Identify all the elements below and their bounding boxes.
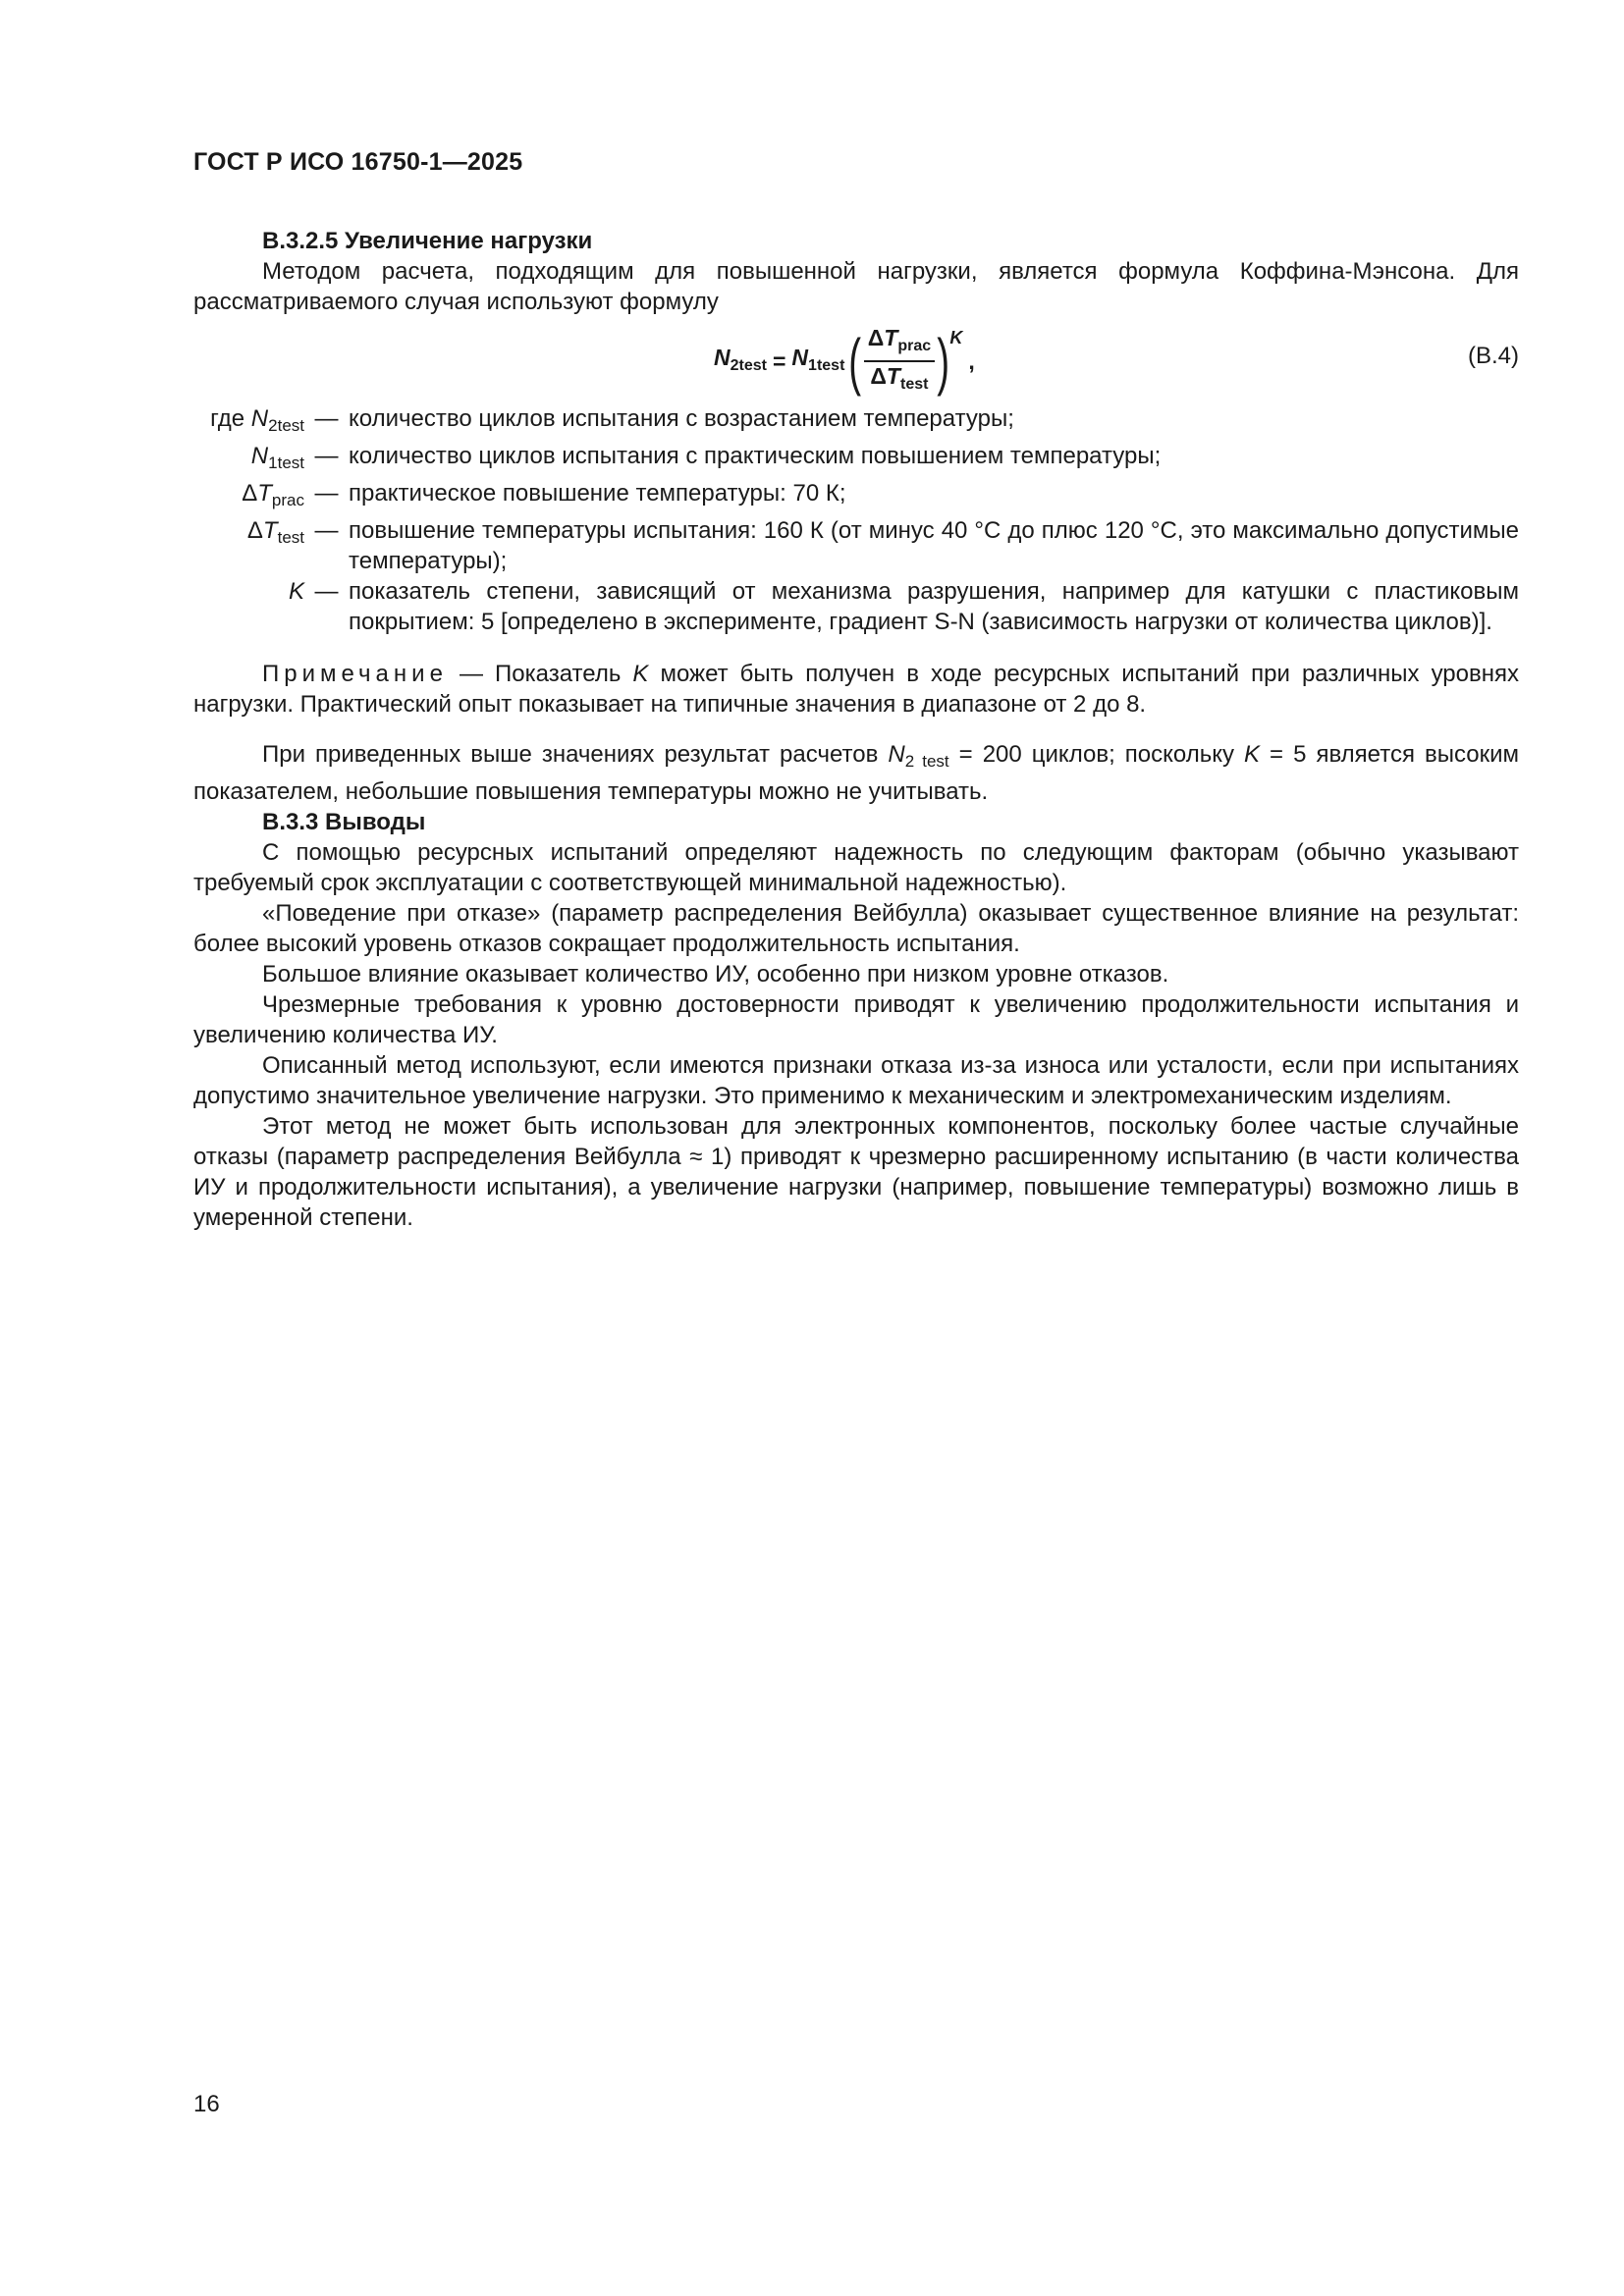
definition-text: количество циклов испытания с возрастанием температуры; [349, 405, 1014, 432]
formula-lhs: $N_{2test}$ [714, 344, 767, 374]
conclusion-paragraph: Чрезмерные требования к уровню достоверности приводят к увеличению продолжительности испытания и увеличению количества ИУ. [193, 991, 1519, 1048]
definition-item: $N_{1test}$ — количество циклов испытания с практическим повышением температуры; [193, 441, 1519, 478]
formula-equals: = [772, 347, 786, 374]
definition-symbol: где $N_{2test}$ [210, 405, 304, 435]
conclusion-paragraph: Описанный метод используют, если имеются признаки отказа из-за износа или усталости, если при испытаниях допустимо значительное увеличение нагрузки. Это применимо к механическим и электромеханическим изделиям. [193, 1052, 1519, 1109]
section-heading-b325: B.3.2.5 Увеличение нагрузки [262, 228, 593, 254]
definition-symbol: $\Delta T_{test}$ [246, 517, 304, 547]
definition-text: показатель степени, зависящий от механизма разрушения, например для катушки с пластиковым покрытием: 5 [определено в эксперименте, градиент S-N (зависимость нагрузки от количества циклов)]. [349, 578, 1519, 635]
page-number: 16 [193, 2091, 220, 2117]
definition-text: практическое повышение температуры: 70 К; [349, 480, 846, 507]
formula-body [714, 325, 975, 398]
formula-number: (B.4) [1467, 343, 1519, 369]
formula-denominator: $\Delta T_{test}$ [870, 363, 929, 393]
document-header-title: ГОСТ Р ИСО 16750-1—2025 [193, 148, 523, 176]
conclusion-paragraph: Большое влияние оказывает количество ИУ, особенно при низком уровне отказов. [262, 961, 1169, 988]
formula-paren-open: ( [848, 326, 862, 397]
conclusion-paragraph: Этот метод не может быть использован для электронных компонентов, поскольку более частые случайные отказы (параметр распределения Вейбулла ≈ 1) приводят к чрезмерно расширенному испытанию (в части количества ИУ и продолжительности испытания), а увеличение нагрузки (например, повышение температуры) возможно лишь в умеренной степени. [193, 1113, 1519, 1231]
definition-text: количество циклов испытания с практическим повышением температуры; [349, 443, 1162, 469]
formula-fraction [864, 325, 935, 398]
note-label: Примечание [262, 661, 448, 687]
section-intro-paragraph: Методом расчета, подходящим для повышенной нагрузки, является формула Коффина-Мэнсона. Для рассматриваемого случая используют формулу [193, 258, 1519, 315]
formula-rhs: $N_{1test}$ [791, 344, 845, 374]
definition-text: повышение температуры испытания: 160 К (от минус 40 °С до плюс 120 °С, это максимально допустимые температуры); [349, 517, 1519, 574]
formula-b4 [193, 319, 1519, 403]
note-paragraph: Примечание — Показатель K может быть получен в ходе ресурсных испытаний при различных уровнях нагрузки. Практический опыт показывает на типичные значения в диапазоне от 2 до 8. [193, 661, 1519, 718]
section-heading-b33: B.3.3 Выводы [262, 809, 426, 835]
definition-item: $\Delta T_{test}$ — повышение температуры испытания: 160 К (от минус 40 °С до плюс 120 °С, это максимально допустимые температуры); [193, 515, 1519, 576]
conclusion-paragraph: С помощью ресурсных испытаний определяют надежность по следующим факторам (обычно указывают требуемый срок эксплуатации с соответствующей минимальной надежностью). [193, 839, 1519, 896]
definition-symbol: $N_{1test}$ [250, 443, 304, 472]
definition-item: K — показатель степени, зависящий от механизма разрушения, например для катушки с пластиковым покрытием: 5 [определено в эксперименте, градиент S-N (зависимость нагрузки от количества циклов)]. [193, 576, 1519, 637]
definition-item: $\Delta T_{prac}$ — практическое повышение температуры: 70 К; [193, 478, 1519, 515]
conclusion-paragraph: «Поведение при отказе» (параметр распределения Вейбулла) оказывает существенное влияние на результат: более высокий уровень отказов сокращает продолжительность испытания. [193, 900, 1519, 957]
definitions-list [193, 403, 1519, 637]
formula-numerator: $\Delta T_{prac}$ [864, 325, 935, 362]
formula-paren-close: ) [937, 326, 950, 397]
page-content [193, 226, 1519, 1233]
formula-exponent: K [949, 327, 963, 347]
result-paragraph: При приведенных выше значениях результат расчетов $N_{2 test} = 200$ циклов; поскольку K = 5 является высоким показателем, небольшие повышения температуры можно не учитывать. [193, 741, 1519, 805]
definition-symbol: $\Delta T_{prac}$ [242, 480, 304, 509]
definition-symbol: K [288, 578, 304, 605]
definition-item: где $N_{2test}$ — количество циклов испытания с возрастанием температуры; [193, 403, 1519, 441]
formula-comma: , [968, 347, 975, 374]
